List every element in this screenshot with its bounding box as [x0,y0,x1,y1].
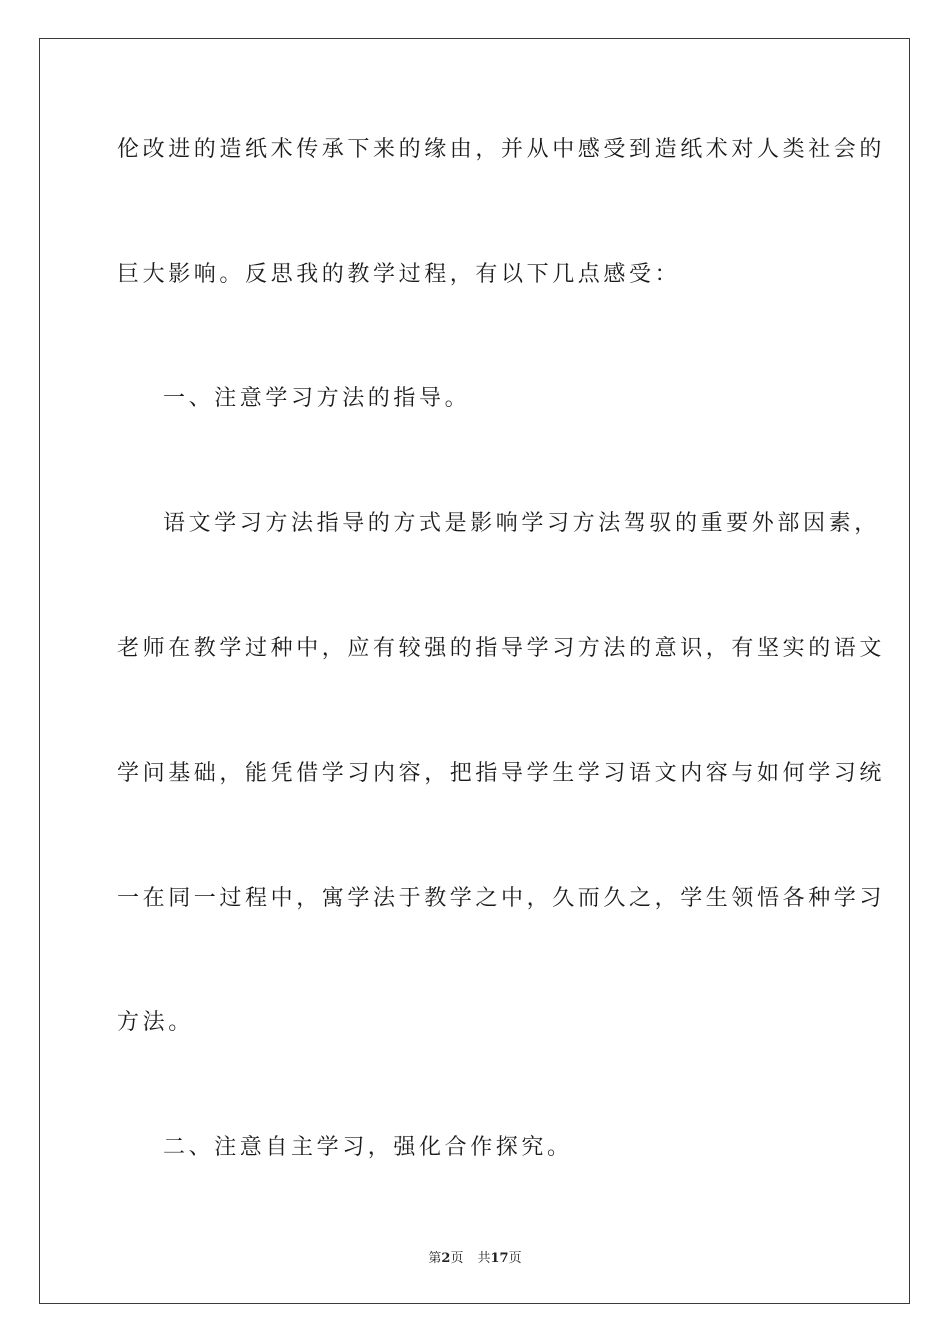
footer-page-number: 2 [441,1251,451,1266]
section-heading: 一、注意学习方法的指导。 [163,386,471,411]
footer-page-suffix: 页 [450,1251,464,1266]
footer-total-suffix: 页 [508,1251,522,1266]
footer-page-prefix: 第 [428,1251,442,1266]
page-footer [0,1247,950,1266]
footer-total-pages: 17 [490,1251,509,1266]
body-text-line: 语文学习方法指导的方式是影响学习方法驾驭的重要外部因素， [163,511,880,536]
body-text-line: 巨大影响。反思我的教学过程，有以下几点感受： [117,262,681,287]
page-border [39,38,910,1304]
body-text-line: 学问基础，能凭借学习内容，把指导学生学习语文内容与如何学习统 [117,761,886,786]
footer-total-prefix: 共 [477,1251,491,1266]
body-text-line: 伦改进的造纸术传承下来的缘由，并从中感受到造纸术对人类社会的 [117,137,886,162]
section-heading: 二、注意自主学习，强化合作探究。 [163,1135,573,1160]
body-text-line: 方法。 [117,1010,194,1035]
body-text-line: 一在同一过程中，寓学法于教学之中，久而久之，学生领悟各种学习 [117,886,886,911]
body-text-line: 老师在教学过种中，应有较强的指导学习方法的意识，有坚实的语文 [117,636,886,661]
